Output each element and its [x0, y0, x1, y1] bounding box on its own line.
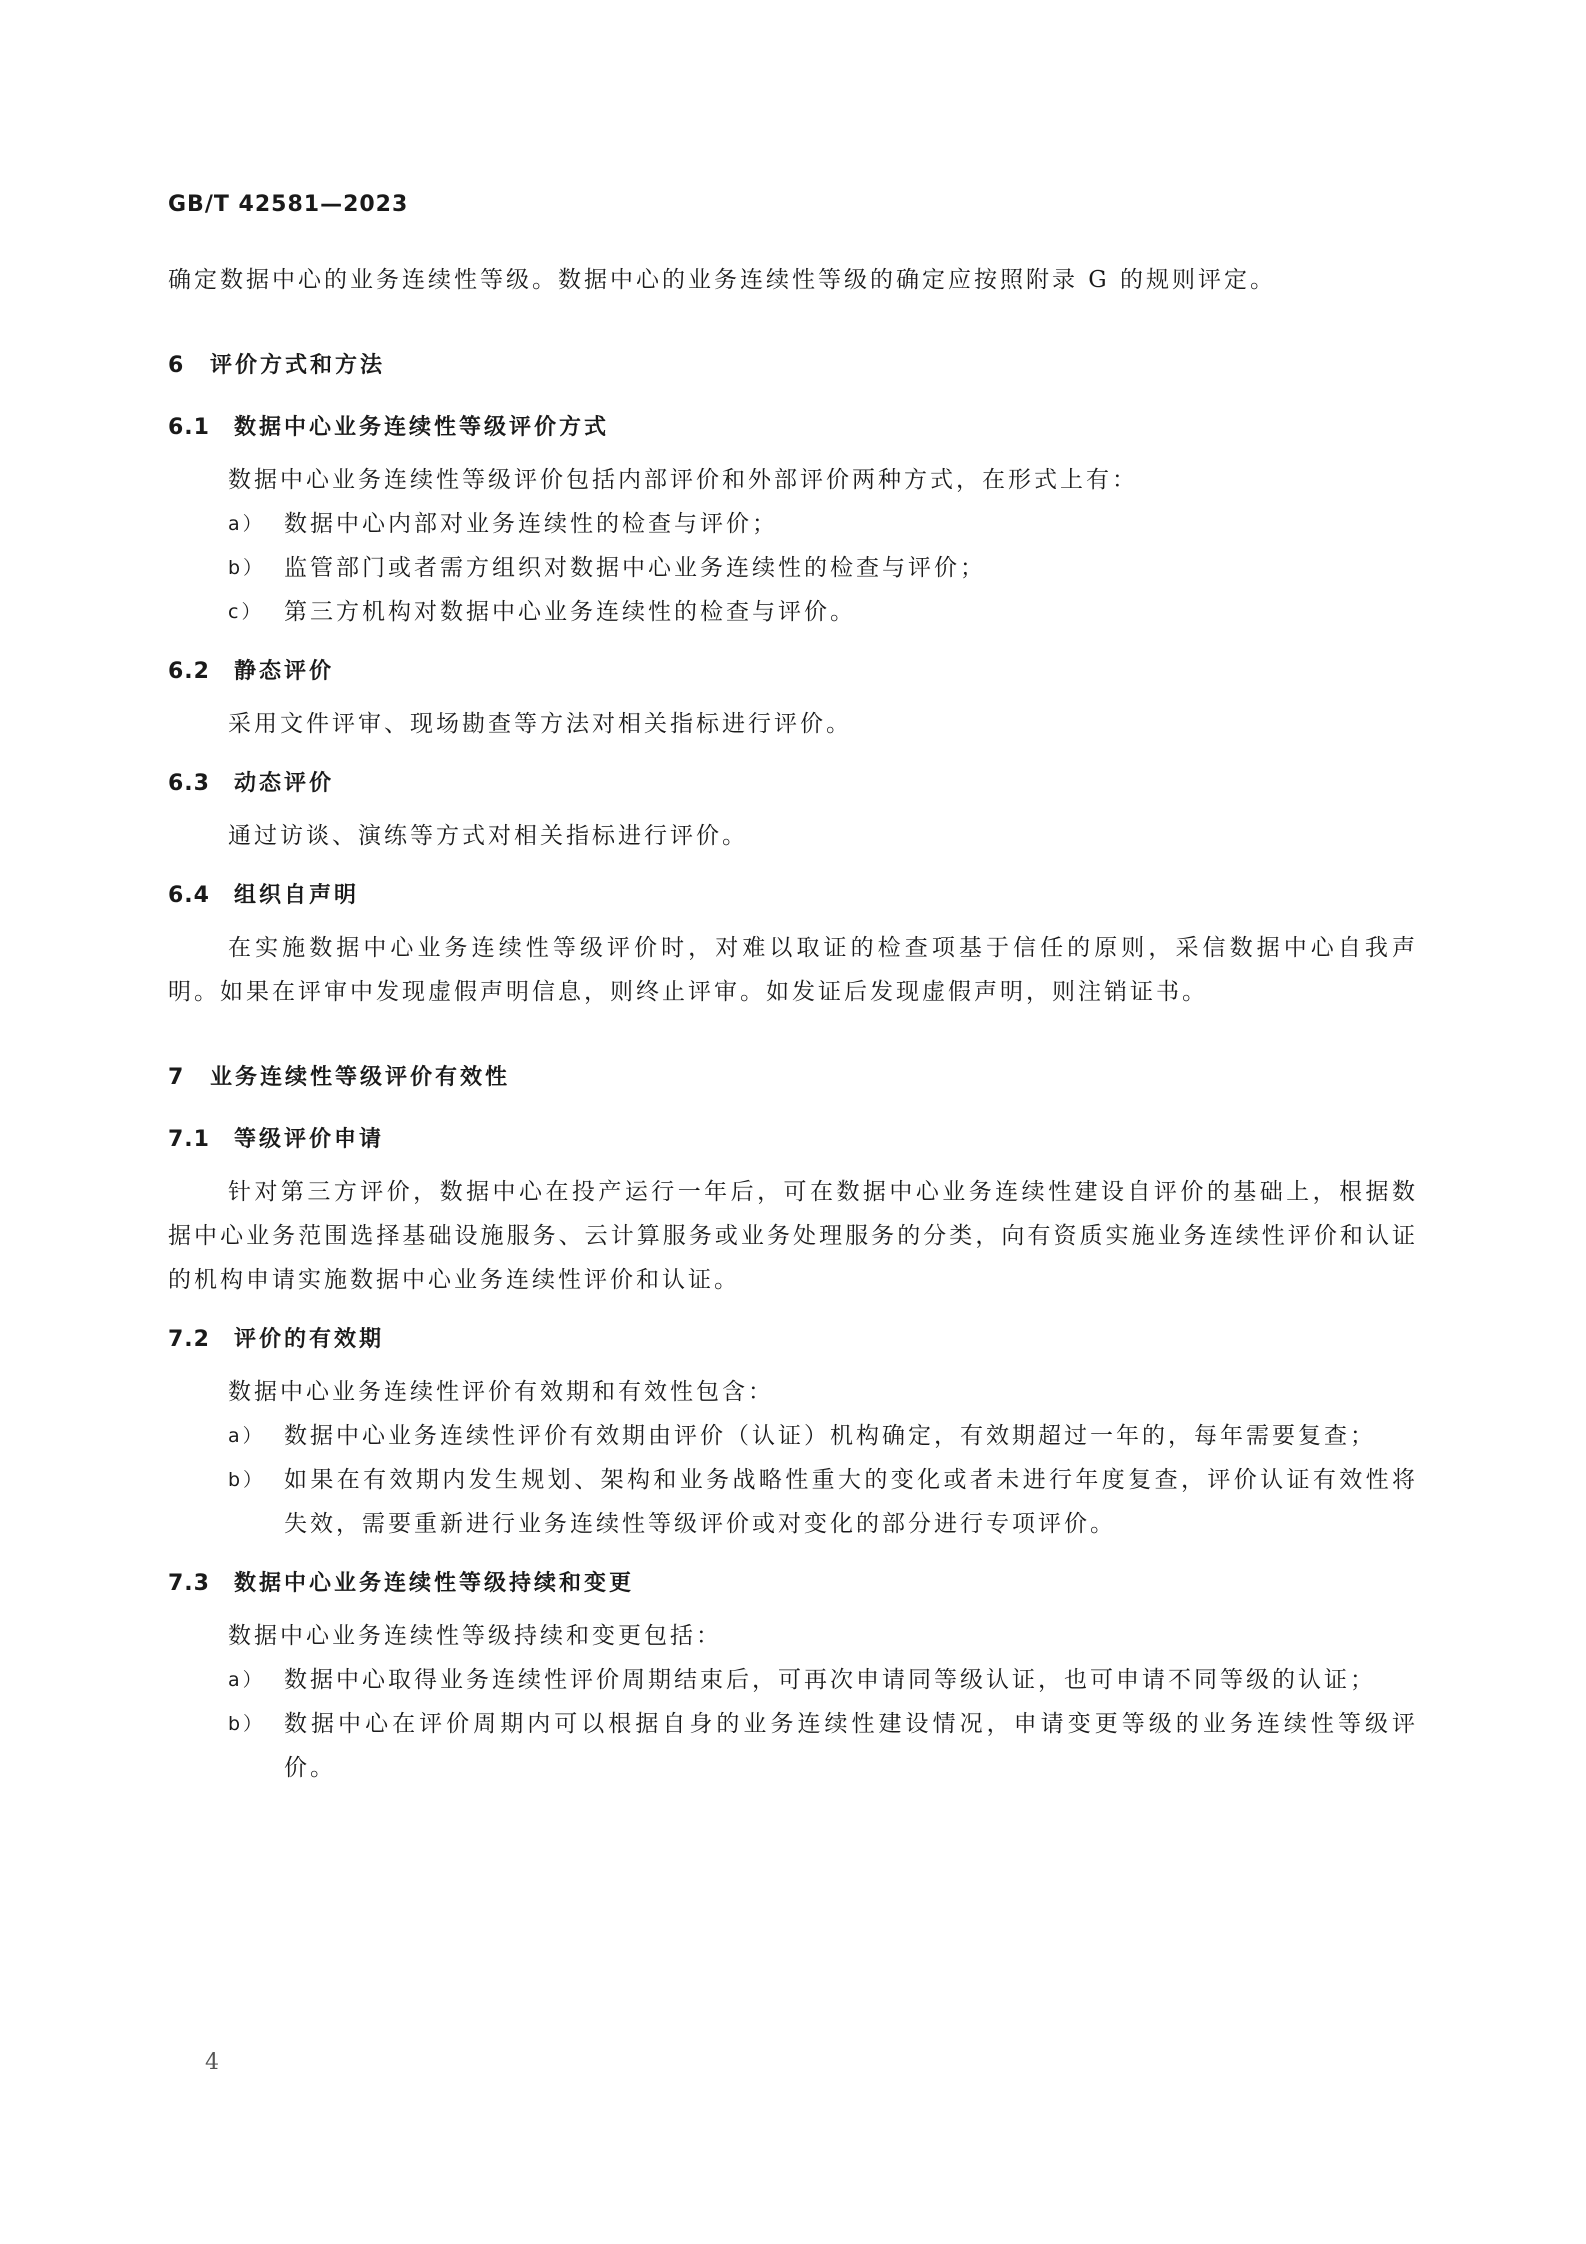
- section-7-3-title: 数据中心业务连续性等级持续和变更: [234, 1571, 635, 1596]
- list-item: [168, 502, 1418, 546]
- list-item: [168, 546, 1418, 590]
- section-7-2-title: 评价的有效期: [234, 1327, 385, 1352]
- section-6-3-paragraph: 通过访谈、演练等方式对相关指标进行评价。: [228, 823, 748, 849]
- section-6-3-title: 动态评价: [234, 771, 335, 796]
- list-text: 数据中心在评价周期内可以根据自身的业务连续性建设情况，申请变更等级的业务连续性等级评价。: [284, 1711, 1418, 1781]
- section-6-3-number: 6.3: [168, 771, 210, 796]
- section-7-2-number: 7.2: [168, 1327, 210, 1352]
- list-item: [168, 1658, 1418, 1702]
- list-text: 数据中心内部对业务连续性的检查与评价；: [284, 511, 778, 537]
- section-7-number: 7: [168, 1065, 185, 1090]
- section-7-2-paragraph: 数据中心业务连续性评价有效期和有效性包含：: [228, 1379, 774, 1405]
- list-item: [168, 1458, 1418, 1546]
- section-6-heading: [168, 344, 1418, 388]
- section-6-number: 6: [168, 353, 185, 378]
- list-marker: a）: [228, 1425, 265, 1447]
- section-6-2-number: 6.2: [168, 659, 210, 684]
- section-7-title: 业务连续性等级评价有效性: [210, 1065, 511, 1090]
- section-6-1-paragraph: 数据中心业务连续性等级评价包括内部评价和外部评价两种方式，在形式上有：: [228, 467, 1138, 493]
- section-7-1-number: 7.1: [168, 1127, 210, 1152]
- intro-paragraph: 确定数据中心的业务连续性等级。数据中心的业务连续性等级的确定应按照附录 G 的规则评定。: [168, 267, 1276, 293]
- section-6-4-number: 6.4: [168, 883, 210, 908]
- list-item: [168, 590, 1418, 634]
- section-6-1-heading: [168, 406, 1418, 450]
- section-6-title: 评价方式和方法: [210, 353, 386, 378]
- list-text: 如果在有效期内发生规划、架构和业务战略性重大的变化或者未进行年度复查，评价认证有效性将失效，需要重新进行业务连续性等级评价或对变化的部分进行专项评价。: [284, 1467, 1418, 1537]
- page-content: [168, 258, 1418, 1790]
- section-6-2-paragraph: 采用文件评审、现场勘查等方法对相关指标进行评价。: [228, 711, 852, 737]
- list-text: 第三方机构对数据中心业务连续性的检查与评价。: [284, 599, 856, 625]
- list-marker: b）: [228, 1469, 266, 1491]
- section-6-4-heading: [168, 874, 1418, 918]
- section-7-1-heading: [168, 1118, 1418, 1162]
- section-7-3-heading: [168, 1562, 1418, 1606]
- list-marker: a）: [228, 513, 265, 535]
- list-text: 数据中心取得业务连续性评价周期结束后，可再次申请同等级认证，也可申请不同等级的认证；: [284, 1667, 1376, 1693]
- page-number: 4: [205, 2050, 219, 2075]
- section-6-2-heading: [168, 650, 1418, 694]
- section-7-3-number: 7.3: [168, 1571, 210, 1596]
- section-6-2-title: 静态评价: [234, 659, 335, 684]
- section-7-1-title: 等级评价申请: [234, 1127, 385, 1152]
- section-7-1-paragraph: 针对第三方评价，数据中心在投产运行一年后，可在数据中心业务连续性建设自评价的基础上，根据数据中心业务范围选择基础设施服务、云计算服务或业务处理服务的分类，向有资质实施业务连续性评价和认证的机构申请实施数据中心业务连续性评价和认证。: [168, 1179, 1418, 1293]
- list-item: [168, 1414, 1418, 1458]
- list-text: 监管部门或者需方组织对数据中心业务连续性的检查与评价；: [284, 555, 986, 581]
- list-marker: b）: [228, 557, 266, 579]
- section-6-3-heading: [168, 762, 1418, 806]
- section-7-3-paragraph: 数据中心业务连续性等级持续和变更包括：: [228, 1623, 722, 1649]
- section-6-1-number: 6.1: [168, 415, 210, 440]
- section-6-4-paragraph: 在实施数据中心业务连续性等级评价时，对难以取证的检查项基于信任的原则，采信数据中心自我声明。如果在评审中发现虚假声明信息，则终止评审。如发证后发现虚假声明，则注销证书。: [168, 935, 1418, 1005]
- list-text: 数据中心业务连续性评价有效期由评价（认证）机构确定，有效期超过一年的，每年需要复查；: [284, 1423, 1376, 1449]
- section-7-2-heading: [168, 1318, 1418, 1362]
- list-item: [168, 1702, 1418, 1790]
- list-marker: c）: [228, 601, 264, 623]
- standard-code: GB/T 42581—2023: [168, 192, 409, 217]
- list-marker: a）: [228, 1669, 265, 1691]
- section-6-1-title: 数据中心业务连续性等级评价方式: [234, 415, 610, 440]
- section-6-4-title: 组织自声明: [234, 883, 360, 908]
- list-marker: b）: [228, 1713, 266, 1735]
- section-7-heading: [168, 1056, 1418, 1100]
